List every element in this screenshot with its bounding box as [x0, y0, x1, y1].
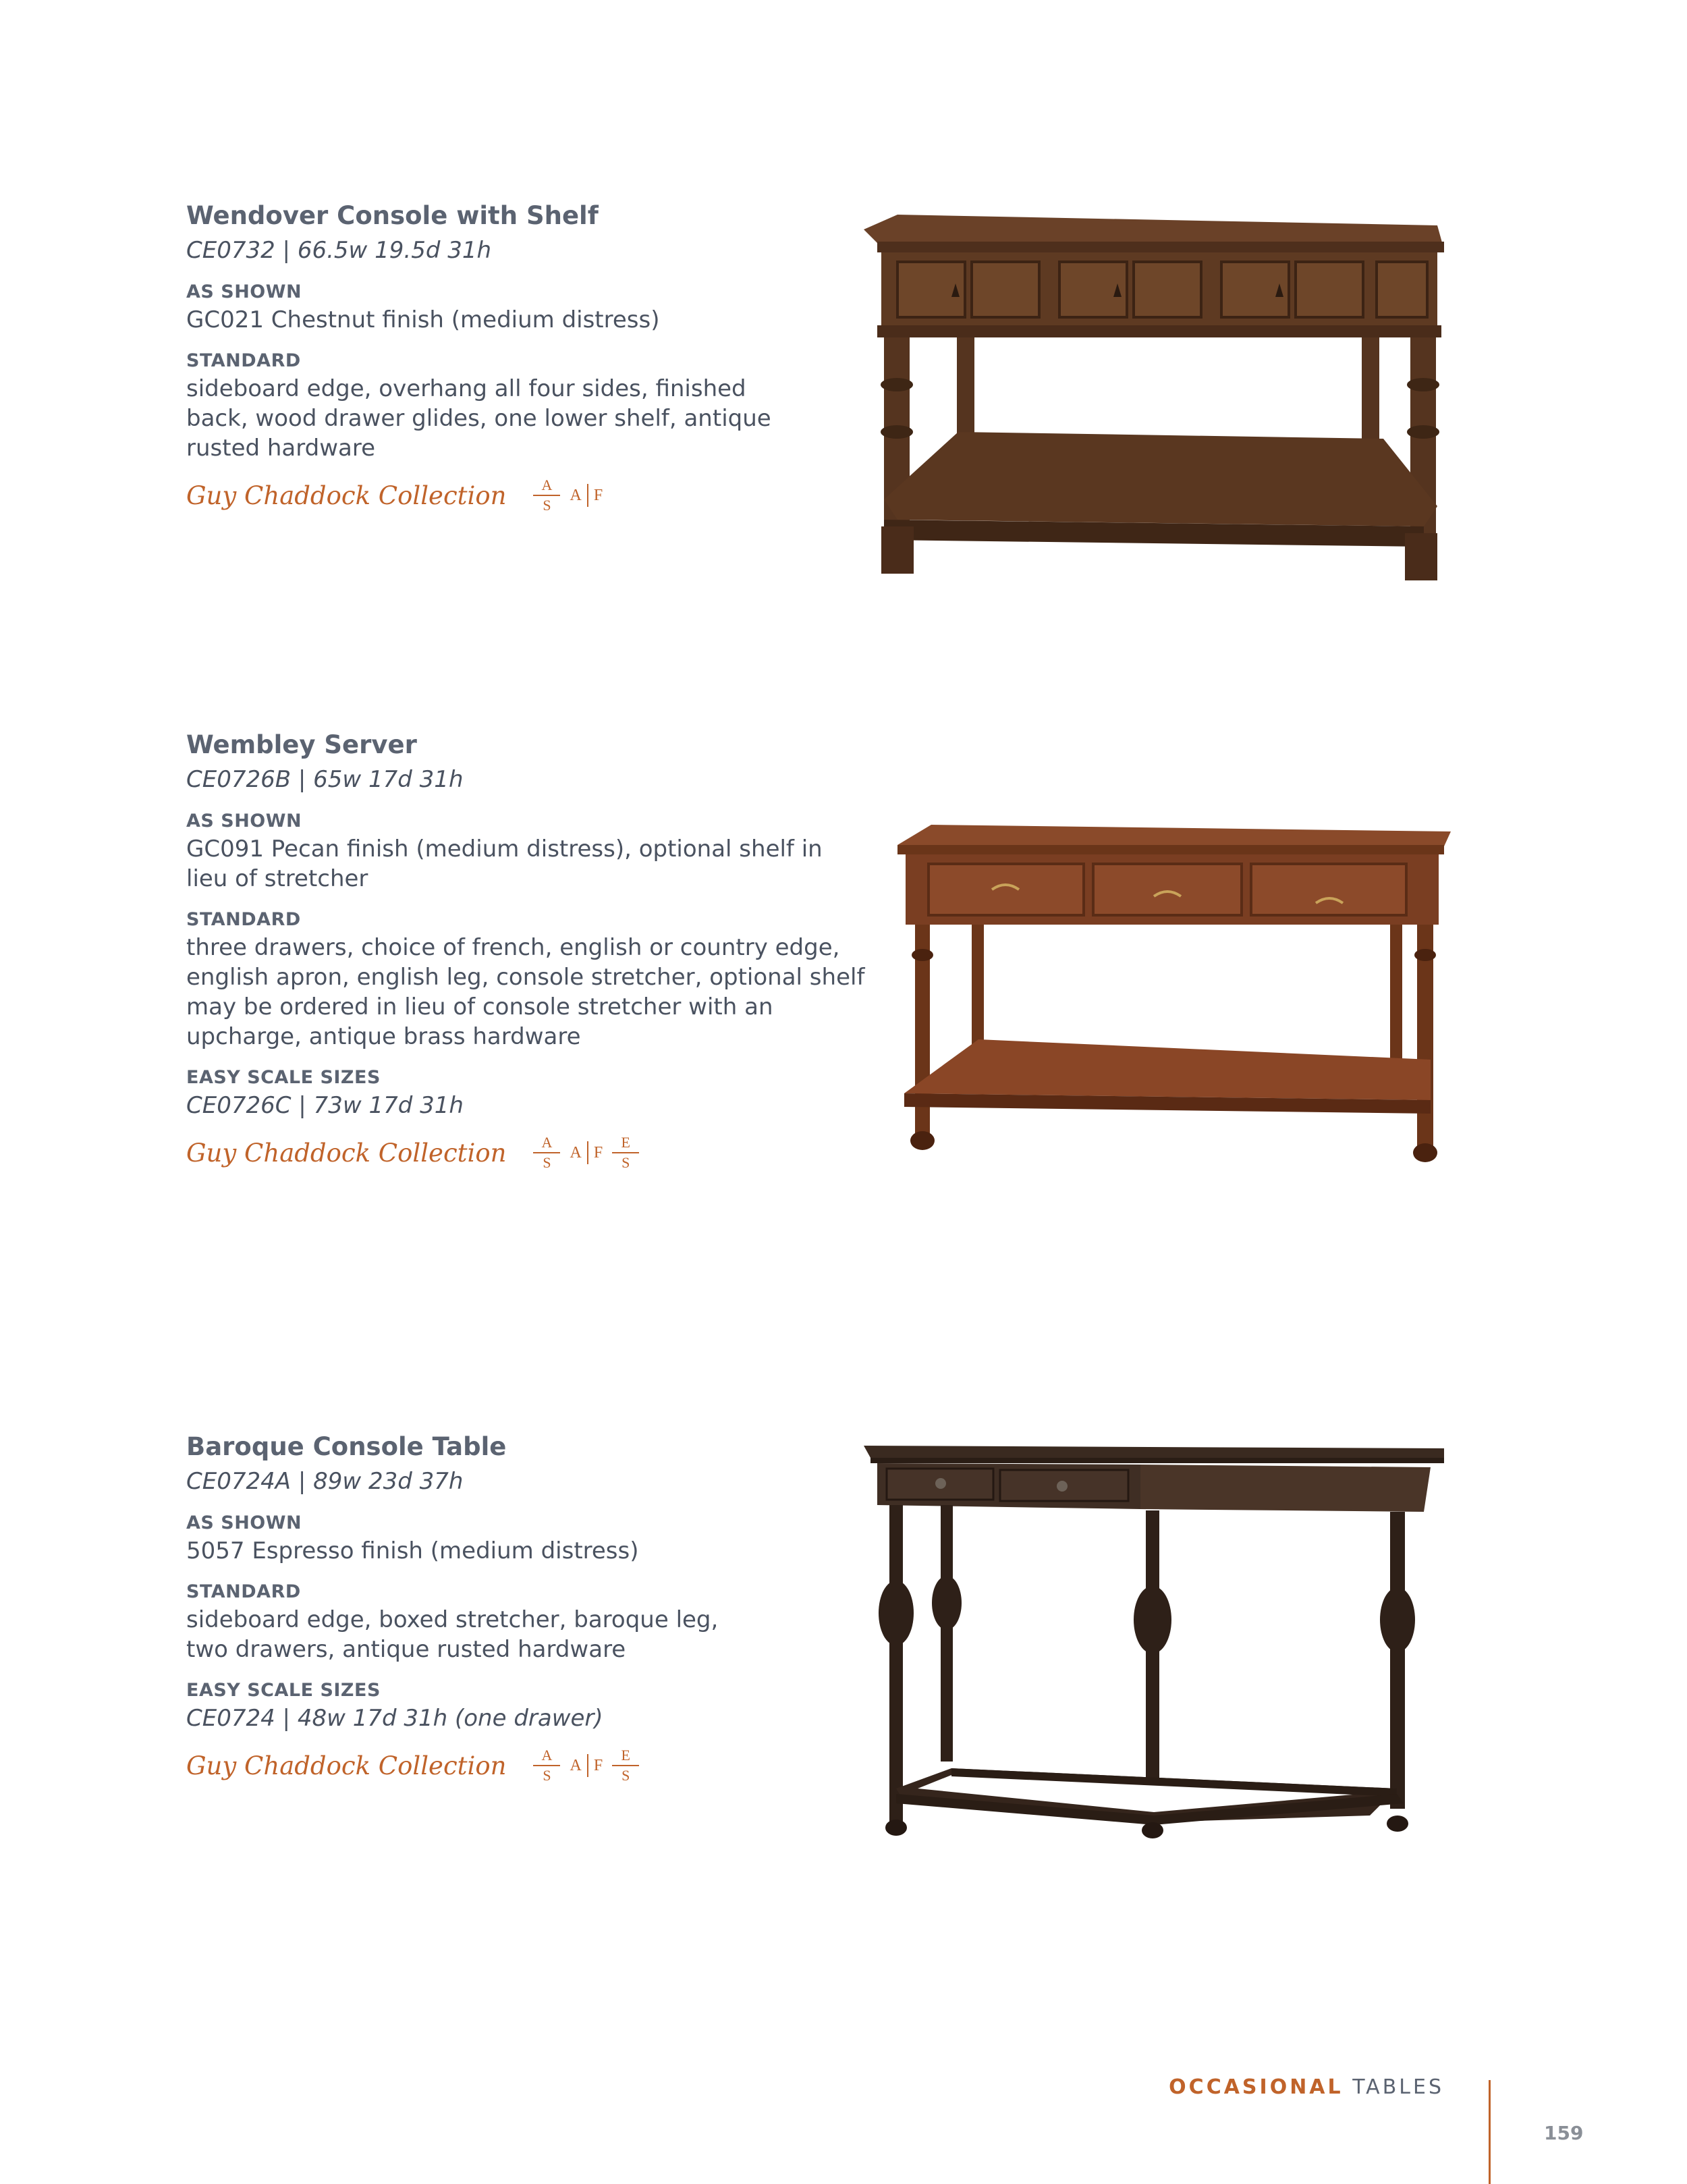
standard-text: three drawers, choice of french, english or country edge, english apron, english leg, console stretcher, optional shelf may be ordered in lieu of console stretcher with an upcharge, antique brass hardware	[186, 934, 865, 1050]
mark-left: A	[570, 1143, 582, 1162]
as-shown-text: GC091 Pecan finish (medium distress), optional shelf in lieu of stretcher	[186, 836, 823, 892]
product-title: Baroque Console Table	[186, 1432, 507, 1461]
brand-name: Guy Chaddock Collection	[186, 481, 507, 510]
easy-scale-mark-icon	[612, 1135, 639, 1170]
product-title: Wembley Server	[186, 730, 417, 759]
mark-bottom: S	[543, 1154, 551, 1171]
brand-name: Guy Chaddock Collection	[186, 1751, 507, 1780]
wendover-console-image	[857, 209, 1451, 587]
as-shown-label: AS SHOWN	[186, 281, 302, 302]
product-code: CE0732 | 66.5w 19.5d 31h	[186, 237, 492, 264]
category-strong: OCCASIONAL	[1169, 2075, 1344, 2099]
product-baroque	[186, 1431, 861, 1783]
easy-scale-text: CE0724 | 48w 17d 31h (one drawer)	[186, 1705, 603, 1732]
as-ordered-mark-icon	[533, 1135, 560, 1170]
product-wembley	[186, 729, 865, 1171]
as-ordered-mark-icon	[533, 478, 560, 513]
easy-scale-label: EASY SCALE SIZES	[186, 1067, 381, 1088]
easy-scale-label: EASY SCALE SIZES	[186, 1680, 381, 1701]
brand-row	[186, 1135, 861, 1170]
easy-scale-text: CE0726C | 73w 17d 31h	[186, 1092, 464, 1119]
as-shown-text: GC021 Chestnut finish (medium distress)	[186, 306, 660, 333]
as-shown-label: AS SHOWN	[186, 1512, 302, 1533]
as-shown-label: AS SHOWN	[186, 811, 302, 831]
baroque-console-image	[857, 1438, 1451, 1842]
af-mark-icon	[570, 1141, 603, 1164]
mark-top: E	[621, 1134, 630, 1151]
standard-text: sideboard edge, boxed stretcher, baroque leg, two drawers, antique rusted hardware	[186, 1606, 719, 1663]
mark-right: F	[593, 486, 603, 504]
mark-top: E	[621, 1747, 630, 1764]
page-number: 159	[1544, 2122, 1584, 2144]
section-category	[1169, 2075, 1444, 2099]
af-mark-icon	[570, 1754, 603, 1777]
standard-label: STANDARD	[186, 909, 301, 930]
mark-top: A	[541, 476, 553, 493]
category-rest: TABLES	[1352, 2075, 1444, 2099]
product-title: Wendover Console with Shelf	[186, 201, 599, 230]
product-code: CE0726B | 65w 17d 31h	[186, 766, 464, 793]
product-code: CE0724A | 89w 23d 37h	[186, 1468, 464, 1495]
mark-bottom: S	[621, 1154, 630, 1171]
standard-label: STANDARD	[186, 350, 301, 371]
mark-bottom: S	[621, 1767, 630, 1784]
as-shown-text: 5057 Espresso finish (medium distress)	[186, 1537, 639, 1564]
brand-name: Guy Chaddock Collection	[186, 1138, 507, 1168]
mark-left: A	[570, 486, 582, 504]
mark-right: F	[593, 1143, 603, 1162]
mark-left: A	[570, 1756, 582, 1774]
brand-row	[186, 1748, 861, 1783]
standard-label: STANDARD	[186, 1581, 301, 1602]
easy-scale-mark-icon	[612, 1748, 639, 1783]
standard-text: sideboard edge, overhang all four sides, finished back, wood drawer glides, one lower shelf, antique rusted hardware	[186, 375, 771, 462]
af-mark-icon	[570, 484, 603, 507]
mark-bottom: S	[543, 497, 551, 514]
mark-top: A	[541, 1747, 553, 1764]
product-wendover	[186, 200, 861, 513]
mark-right: F	[593, 1756, 603, 1774]
footer-divider	[1489, 2080, 1491, 2184]
wembley-server-image	[891, 817, 1458, 1168]
mark-top: A	[541, 1134, 553, 1151]
brand-row	[186, 478, 861, 513]
as-ordered-mark-icon	[533, 1748, 560, 1783]
mark-bottom: S	[543, 1767, 551, 1784]
